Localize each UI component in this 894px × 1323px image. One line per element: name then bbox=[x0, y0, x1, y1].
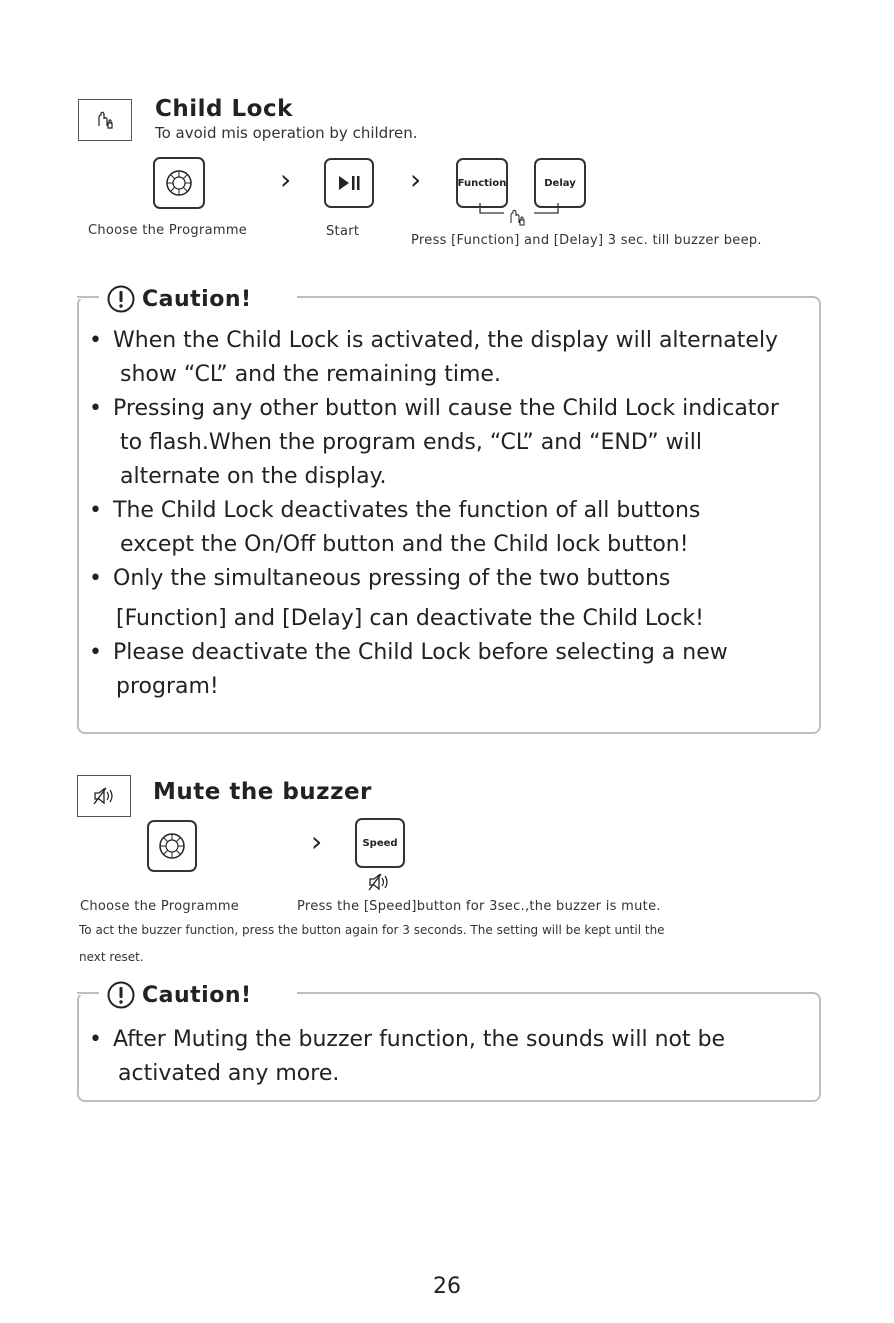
step-press-speed-label: Press the [Speed]button for 3sec.,the buzzer is mute. bbox=[297, 899, 661, 914]
caution-header bbox=[100, 284, 258, 314]
caution-title: Caution! bbox=[142, 286, 252, 312]
list-item: • Pressing any other button will cause the Child Lock indicator to flash.When the program ends, “CL” and “END” will alternate on the display. bbox=[89, 396, 779, 489]
speed-button-label: Speed bbox=[362, 837, 398, 849]
page-number: 26 bbox=[433, 1274, 461, 1299]
delay-button[interactable] bbox=[534, 158, 586, 208]
programme-dial-button[interactable] bbox=[153, 157, 205, 209]
child-lock-icon bbox=[94, 109, 116, 131]
step-choose-programme-label: Choose the Programme bbox=[80, 899, 240, 914]
function-button[interactable] bbox=[456, 158, 508, 208]
list-item: • After Muting the buzzer function, the sounds will not be activated any more. bbox=[89, 1027, 726, 1086]
combo-bracket-child-lock-icon bbox=[478, 203, 560, 227]
mute-title: Mute the buzzer bbox=[153, 779, 372, 805]
delay-button-label: Delay bbox=[544, 177, 576, 189]
child-lock-subtitle: To avoid mis operation by children. bbox=[155, 124, 418, 142]
list-item: • Only the simultaneous pressing of the two buttons [Function] and [Delay] can deactivate the Child Lock! bbox=[89, 566, 704, 631]
caution-list-child-lock bbox=[89, 324, 793, 704]
start-pause-button[interactable] bbox=[324, 158, 374, 208]
step-start-label: Start bbox=[326, 224, 360, 239]
programme-dial-button[interactable] bbox=[147, 820, 197, 872]
step-press-function-delay-label: Press [Function] and [Delay] 3 sec. till buzzer beep. bbox=[411, 233, 762, 248]
function-button-label: Function bbox=[457, 177, 507, 189]
mute-speaker-icon bbox=[92, 786, 116, 806]
list-item: • Please deactivate the Child Lock before selecting a new program! bbox=[89, 640, 728, 699]
caution-header bbox=[100, 980, 258, 1010]
play-pause-icon bbox=[336, 173, 362, 193]
buzzer-note-line1: To act the buzzer function, press the button again for 3 seconds. The setting will be kept until the bbox=[79, 923, 665, 937]
speed-button[interactable] bbox=[355, 818, 405, 868]
caution-list-mute bbox=[89, 1023, 793, 1091]
exclamation-icon bbox=[106, 284, 136, 314]
arrow-right-icon: › bbox=[280, 163, 292, 196]
arrow-right-icon: › bbox=[311, 825, 323, 858]
arrow-right-icon: › bbox=[410, 163, 422, 196]
list-item: • The Child Lock deactivates the function of all buttons except the On/Off button and the Child lock button! bbox=[89, 498, 701, 557]
list-item: • When the Child Lock is activated, the display will alternately show “CL” and the remaining time. bbox=[89, 328, 779, 387]
mute-speaker-icon bbox=[367, 872, 391, 892]
exclamation-icon bbox=[106, 980, 136, 1010]
programme-dial-icon bbox=[157, 831, 187, 861]
step-choose-programme-label: Choose the Programme bbox=[88, 223, 248, 238]
buzzer-note-line2: next reset. bbox=[79, 950, 144, 964]
child-lock-title: Child Lock bbox=[155, 96, 293, 122]
caution-title: Caution! bbox=[142, 982, 252, 1008]
programme-dial-icon bbox=[164, 168, 194, 198]
mute-section-icon-box bbox=[77, 775, 131, 817]
child-lock-section-icon-box bbox=[78, 99, 132, 141]
